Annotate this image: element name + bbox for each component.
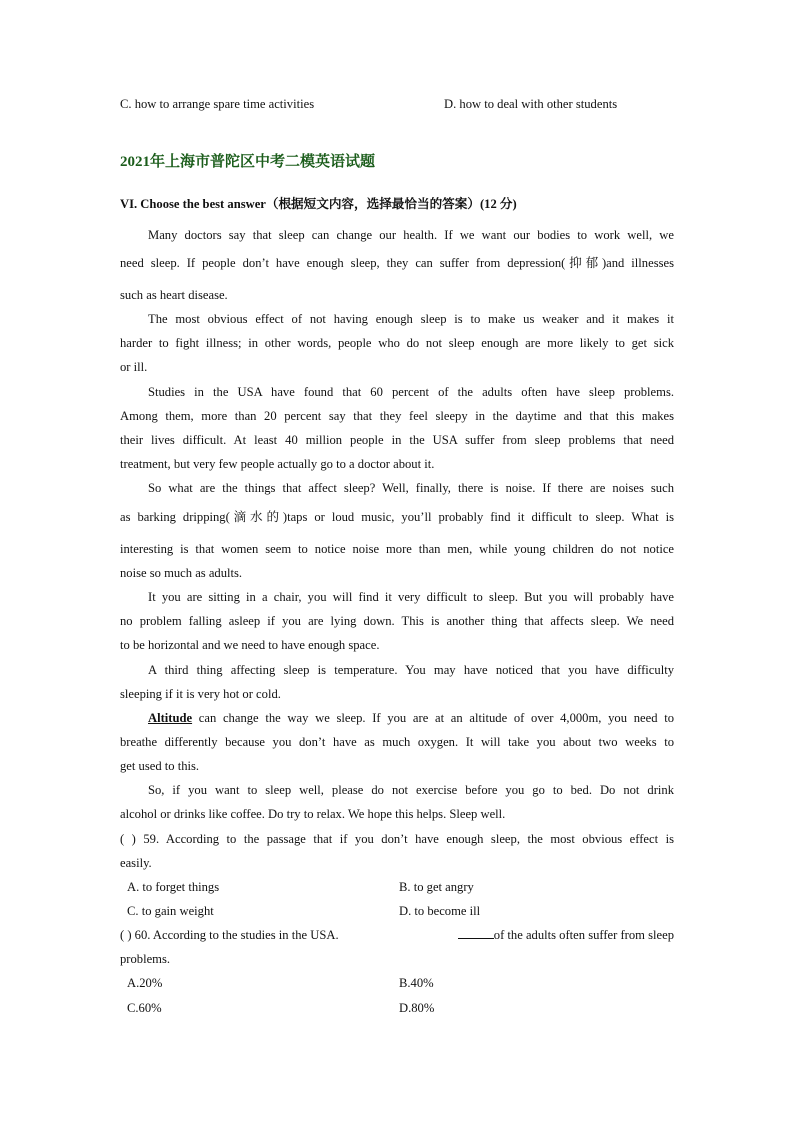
- passage-line: no problem falling asleep if you are lying down. This is another thing that affects sleep. We need: [120, 614, 674, 628]
- passage-line: or ill.: [120, 360, 148, 374]
- passage-line: their lives difficult. At least 40 million people in the USA suffer from sleep problems that need: [120, 433, 674, 447]
- passage-line: need sleep. If people don’t have enough sleep, they can suffer from depression(抑郁)and illnesses: [120, 256, 674, 270]
- passage-line: Many doctors say that sleep can change our health. If we want our bodies to work well, we: [148, 228, 674, 242]
- passage-line: The most obvious effect of not having enough sleep is to make us weaker and it makes it: [148, 312, 674, 326]
- passage-line: Studies in the USA have found that 60 percent of the adults often have sleep problems.: [148, 385, 674, 399]
- section-heading: VI. Choose the best answer（根据短文内容，选择最恰当的答案）(12 分): [120, 197, 517, 211]
- altitude-word: Altitude: [148, 711, 193, 725]
- passage-line: harder to fight illness; in other words, people who do not sleep enough are more likely to get sick: [120, 336, 674, 350]
- question-60-stem: [120, 927, 674, 943]
- passage-line: A third thing affecting sleep is temperature. You may have noticed that you have difficulty: [148, 663, 674, 677]
- document-title: 2021年上海市普陀区中考二模英语试题: [120, 154, 376, 170]
- q60-stem-part2: [458, 927, 674, 943]
- passage-line: It you are sitting in a chair, you will find it very difficult to sleep. But you will probably have: [148, 590, 674, 604]
- passage-line: alcohol or drinks like coffee. Do try to relax. We hope this helps. Sleep well.: [120, 807, 506, 821]
- q60-option-a[interactable]: A.20%: [127, 976, 163, 990]
- q59-option-c[interactable]: C. to gain weight: [127, 904, 214, 918]
- q59-option-d[interactable]: D. to become ill: [399, 904, 481, 918]
- passage-line: [120, 710, 674, 726]
- q60-option-c[interactable]: C.60%: [127, 1001, 162, 1015]
- passage-line: such as heart disease.: [120, 288, 228, 302]
- passage-line: breathe differently because you don’t have as much oxygen. It will take you about two weeks to: [120, 735, 674, 749]
- passage-line: noise so much as adults.: [120, 566, 243, 580]
- q60-stem-part1: ( ) 60. According to the studies in the USA.: [120, 928, 339, 942]
- question-59-stem-cont: easily.: [120, 856, 152, 870]
- passage-line: get used to this.: [120, 759, 200, 773]
- prev-option-d: D. how to deal with other students: [444, 97, 618, 111]
- passage-line: as barking dripping(滴水的)taps or loud music, you’ll probably find it difficult to sleep. What is: [120, 510, 674, 524]
- passage-line: interesting is that women seem to notice noise more than men, while young children do not notice: [120, 542, 674, 556]
- passage-line: treatment, but very few people actually go to a doctor about it.: [120, 457, 435, 471]
- prev-option-c: C. how to arrange spare time activities: [120, 97, 315, 111]
- passage-line: Among them, more than 20 percent say that they feel sleepy in the daytime and that this makes: [120, 409, 674, 423]
- passage-line: sleeping if it is very hot or cold.: [120, 687, 281, 701]
- passage-text: can change the way we sleep. If you are at an altitude of over 4,000m, you need to: [192, 711, 674, 725]
- passage-line: to be horizontal and we need to have enough space.: [120, 638, 380, 652]
- answer-blank: [458, 928, 494, 939]
- question-59-stem: ( ) 59. According to the passage that if you don’t have enough sleep, the most obvious effect is: [120, 832, 674, 846]
- q60-option-b[interactable]: B.40%: [399, 976, 434, 990]
- q59-option-b[interactable]: B. to get angry: [399, 880, 474, 894]
- q59-option-a[interactable]: A. to forget things: [127, 880, 220, 894]
- passage-line: So, if you want to sleep well, please do not exercise before you go to bed. Do not drink: [148, 783, 674, 797]
- q60-option-d[interactable]: D.80%: [399, 1001, 435, 1015]
- question-60-stem-cont: problems.: [120, 952, 171, 966]
- q60-stem-text: of the adults often suffer from sleep: [493, 928, 674, 942]
- passage-line: So what are the things that affect sleep? Well, finally, there is noise. If there are noises such: [148, 481, 674, 495]
